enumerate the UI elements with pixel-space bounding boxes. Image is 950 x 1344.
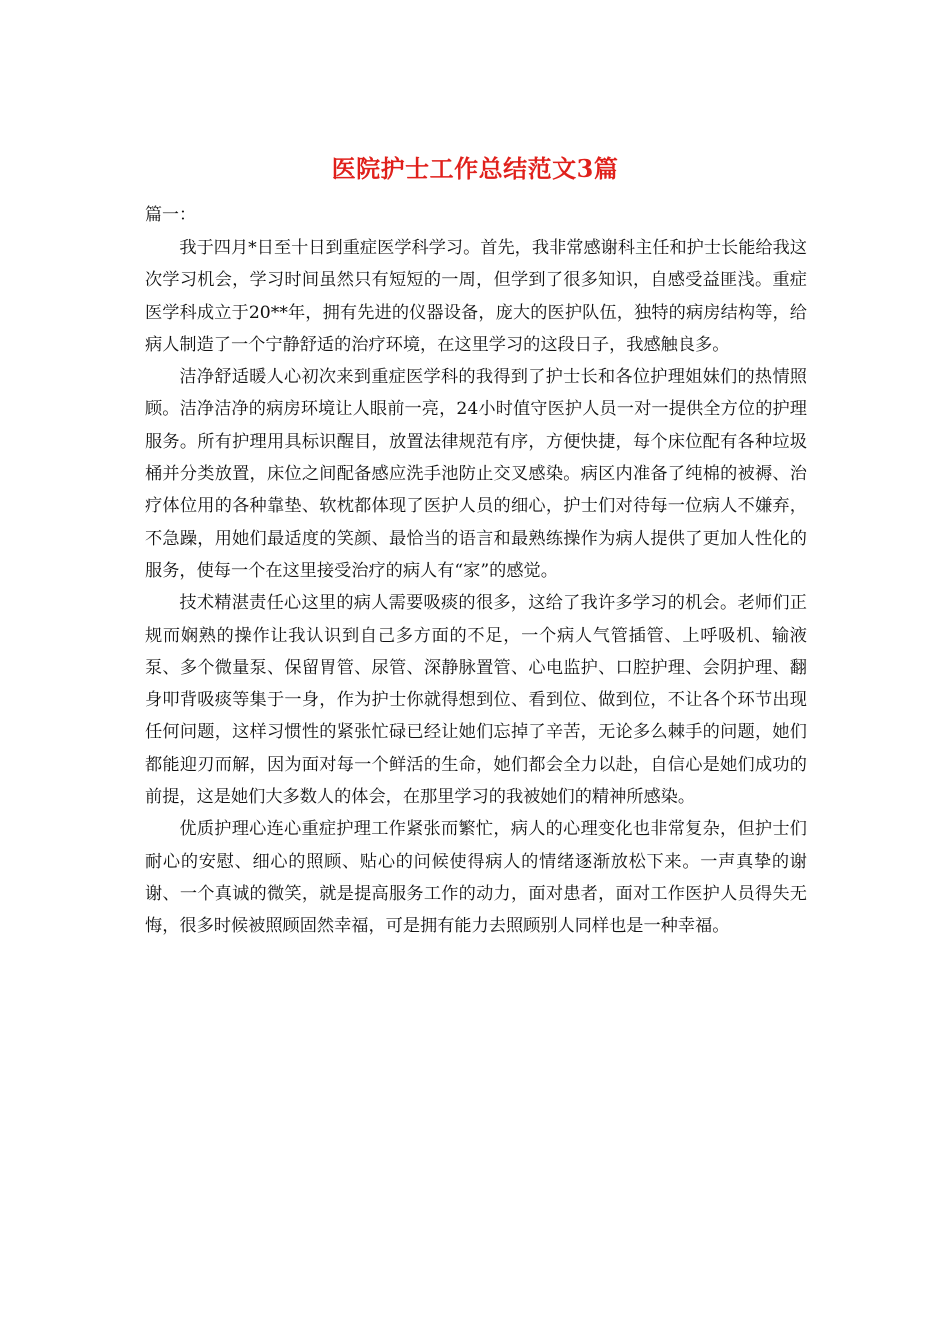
paragraph-2: 洁净舒适暖人心初次来到重症医学科的我得到了护士长和各位护理姐妹们的热情照顾。洁净洁净的病房环境让人眼前一亮，24小时值守医护人员一对一提供全方位的护理服务。所有护理用具标识醒目，放置法律规范有序，方便快捷，每个床位配有各种垃圾桶并分类放置，床位之间配备感应洗手池防止交叉感染。病区内准备了纯棉的被褥、治疗体位用的各种靠垫、软枕都体现了医护人员的细心，护士们对待每一位病人不嫌弃，不急躁，用她们最适度的笑颜、最恰当的语言和最熟练操作为病人提供了更加人性化的服务，使每一个在这里接受治疗的病人有“家”的感觉。 <box>145 367 807 581</box>
document-body <box>145 232 807 943</box>
document-title: 医院护士工作总结范文3篇 <box>331 154 619 183</box>
section-label: 篇一： <box>145 205 196 225</box>
paragraph-3: 技术精湛责任心这里的病人需要吸痰的很多，这给了我许多学习的机会。老师们正规而娴熟的操作让我认识到自己多方面的不足，一个病人气管插管、上呼吸机、输液泵、多个微量泵、保留胃管、尿管、深静脉置管、心电监护、口腔护理、会阴护理、翻身叩背吸痰等集于一身，作为护士你就得想到位、看到位、做到位，不让各个环节出现任何问题，这样习惯性的紧张忙碌已经让她们忘掉了辛苦，无论多么棘手的问题，她们都能迎刃而解，因为面对每一个鲜活的生命，她们都会全力以赴，自信心是她们成功的前提，这是她们大多数人的体会，在那里学习的我被她们的精神所感染。 <box>145 593 807 808</box>
paragraph-4: 优质护理心连心重症护理工作紧张而繁忙，病人的心理变化也非常复杂，但护士们耐心的安慰、细心的照顾、贴心的问候使得病人的情绪逐渐放松下来。一声真挚的谢谢、一个真诚的微笑，就是提高服务工作的动力，面对患者，面对工作医护人员得失无悔，很多时候被照顾固然幸福，可是拥有能力去照顾别人同样也是一种幸福。 <box>145 819 807 937</box>
paragraph-1: 我于四月*日至十日到重症医学科学习。首先，我非常感谢科主任和护士长能给我这次学习机会，学习时间虽然只有短短的一周，但学到了很多知识，自感受益匪浅。重症医学科成立于20**年，拥有先进的仪器设备，庞大的医护队伍，独特的病房结构等，给病人制造了一个宁静舒适的治疗环境，在这里学习的这段日子，我感触良多。 <box>145 238 807 355</box>
